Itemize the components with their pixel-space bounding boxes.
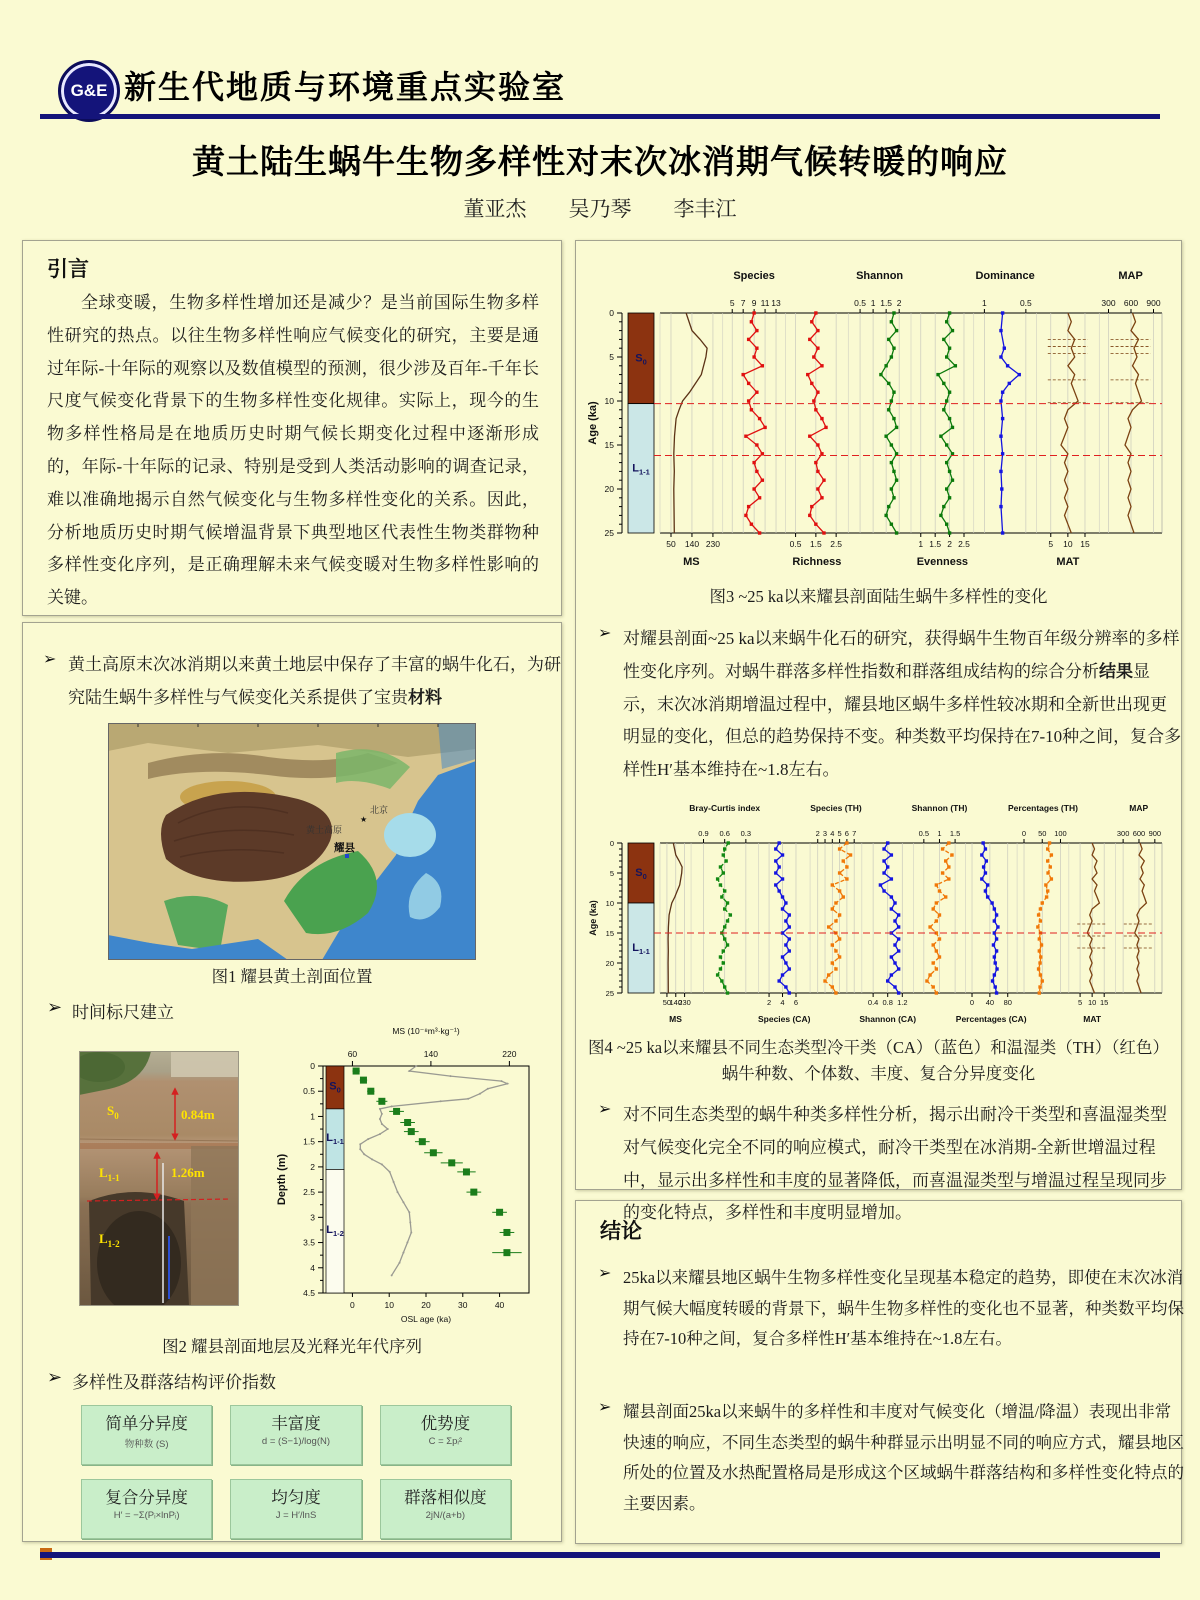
svg-text:5: 5	[837, 829, 842, 838]
index-box-richness	[230, 1405, 361, 1465]
svg-text:15: 15	[1080, 539, 1090, 549]
svg-text:MAP: MAP	[1129, 803, 1149, 813]
svg-text:60: 60	[347, 1049, 358, 1059]
index-box-title: 复合分异度	[105, 1488, 188, 1507]
svg-text:0.6: 0.6	[719, 829, 730, 838]
index-box-title: 简单分异度	[105, 1414, 188, 1433]
svg-text:1.5: 1.5	[809, 539, 822, 549]
bullet-icon: ➢	[598, 1101, 612, 1118]
fig2-ms-curve	[360, 1066, 507, 1275]
results-section	[575, 240, 1182, 1223]
svg-text:0.4: 0.4	[867, 998, 879, 1007]
svg-text:7: 7	[740, 298, 746, 308]
svg-text:80: 80	[1003, 998, 1012, 1007]
svg-text:140: 140	[423, 1049, 438, 1059]
conclusion-item-2-text: 耀县剖面25ka以来蜗牛的多样性和丰度对气候变化（增温/降温）表现出非常快速的响应，不同生态类型的蜗牛种群显示出明显不同的响应方式，耀县地区所处的位置及水热配置格局是形成这个区域蜗牛群落结构和多样性变化特点的主要因素。	[623, 1402, 1184, 1513]
svg-text:1.5: 1.5	[949, 829, 961, 838]
conclusion-heading: 结论	[600, 1220, 642, 1243]
svg-text:0: 0	[1021, 829, 1027, 838]
svg-text:Shannon (CA): Shannon (CA)	[859, 1014, 917, 1024]
intro-heading: 引言	[47, 258, 89, 281]
svg-text:0: 0	[609, 839, 614, 848]
bullet-material-text: 黄土高原末次冰消期以来黄土地层中保存了丰富的蜗牛化石，为研究陆生蜗牛多样性与气候变化关系提供了宝贵	[68, 655, 561, 707]
index-box-title: 均匀度	[271, 1488, 321, 1507]
bullet-timescale-text: 时间标尺建立	[72, 1003, 174, 1022]
photo-label-s0: S	[107, 1103, 115, 1118]
svg-text:20: 20	[605, 959, 614, 968]
svg-text:2: 2	[766, 998, 772, 1007]
svg-text:6: 6	[793, 998, 799, 1007]
svg-text:300: 300	[1101, 298, 1116, 308]
svg-text:15: 15	[1100, 998, 1109, 1007]
fig2-osl-age-point	[503, 1249, 510, 1256]
fig2-ms-osl-chart	[271, 1021, 539, 1329]
svg-text:230: 230	[705, 539, 721, 549]
fig2-osl-age-point	[360, 1077, 367, 1084]
methods-section	[22, 622, 562, 1542]
conclusion-item-1	[598, 1263, 1185, 1355]
svg-text:Bray-Curtis index: Bray-Curtis index	[689, 803, 761, 813]
index-box-title: 优势度	[420, 1414, 471, 1433]
svg-text:3: 3	[822, 829, 828, 838]
fig2-osl-age-point	[393, 1108, 400, 1115]
svg-text:600: 600	[1123, 298, 1139, 308]
svg-text:0.5: 0.5	[1019, 298, 1032, 308]
photo-label-l11: L	[99, 1165, 108, 1180]
svg-text:0.5: 0.5	[303, 1086, 315, 1097]
svg-text:25: 25	[604, 528, 614, 538]
header-divider	[40, 114, 1160, 119]
photo-label-126m: 1.26m	[171, 1165, 205, 1180]
svg-text:2.5: 2.5	[830, 539, 843, 549]
svg-text:Percentages (CA): Percentages (CA)	[955, 1014, 1027, 1024]
svg-text:Species: Species	[733, 270, 775, 282]
svg-text:0.5: 0.5	[789, 539, 802, 549]
lab-logo-icon	[58, 60, 120, 122]
bullet-icon: ➢	[43, 651, 57, 668]
fig4-shannon-(ca)-curve	[880, 843, 898, 993]
footer-bar	[40, 1552, 1160, 1558]
poster-authors: 董亚杰 吴乃琴 李丰江	[463, 197, 737, 221]
fig2-osl-age-point	[430, 1149, 437, 1156]
svg-text:2.5: 2.5	[958, 539, 970, 549]
svg-text:13: 13	[771, 298, 781, 308]
svg-text:40: 40	[494, 1300, 505, 1310]
bullet-icon: ➢	[598, 1399, 612, 1416]
fig3-evenness-curve	[938, 313, 955, 533]
svg-text:Shannon (TH): Shannon (TH)	[911, 803, 968, 813]
fig4-mat-curve	[1087, 843, 1099, 993]
svg-text:5: 5	[1048, 539, 1054, 549]
svg-text:7: 7	[852, 829, 857, 838]
svg-text:230: 230	[678, 998, 691, 1007]
svg-text:300: 300	[1116, 829, 1130, 838]
svg-text:2: 2	[947, 539, 952, 549]
fig2-section-photo	[79, 1051, 239, 1306]
bullet-icon: ➢	[47, 1367, 63, 1387]
index-box-dominance	[380, 1405, 511, 1465]
bullet-diversity-indices-text: 多样性及群落结构评价指数	[72, 1373, 276, 1392]
svg-text:20: 20	[604, 484, 614, 494]
svg-text:9: 9	[751, 298, 757, 308]
svg-text:220: 220	[502, 1049, 517, 1059]
fig3-richness-curve	[808, 313, 826, 533]
fig2-osl-age-point	[463, 1168, 470, 1175]
svg-text:Shannon: Shannon	[856, 270, 904, 282]
svg-text:50: 50	[666, 539, 676, 549]
lab-logo-text: G&E	[70, 81, 108, 100]
fig4-caption-line1: 图4 ~25 ka以来耀县不同生态类型冷干类（CA）（蓝色）和温湿类（TH）（红色）	[588, 1038, 1169, 1057]
conclusion-item-2	[598, 1397, 1185, 1519]
index-box-formula: 物种数 (S)	[124, 1439, 169, 1450]
svg-text:20: 20	[421, 1300, 431, 1310]
svg-text:1: 1	[310, 1111, 315, 1122]
svg-text:10: 10	[1063, 539, 1073, 549]
fig4-ms-curve	[668, 843, 682, 993]
svg-text:1.5: 1.5	[929, 539, 942, 549]
fig3-diversity-chart	[584, 263, 1169, 573]
photo-label-l12-sub: 1-2	[107, 1239, 120, 1249]
svg-text:15: 15	[604, 440, 614, 450]
svg-text:MAP: MAP	[1118, 270, 1143, 282]
svg-text:3: 3	[310, 1212, 315, 1223]
fig4-map-curve	[1135, 843, 1147, 993]
svg-text:2: 2	[815, 829, 820, 838]
svg-text:140: 140	[669, 998, 683, 1007]
bullet-diversity-indices	[47, 1367, 552, 1400]
svg-text:MS: MS	[683, 556, 700, 568]
svg-text:MS: MS	[669, 1014, 682, 1024]
svg-text:15: 15	[605, 929, 614, 938]
svg-text:0: 0	[310, 1061, 315, 1071]
fig4-caption-line2: 蜗牛种数、个体数、丰度、复合分异度变化	[721, 1064, 1036, 1084]
svg-text:Depth (m): Depth (m)	[276, 1153, 288, 1206]
svg-text:Age (ka): Age (ka)	[587, 401, 599, 445]
svg-text:5: 5	[1077, 998, 1083, 1007]
svg-text:L1-1: $L_{1-1}$	[326, 1132, 344, 1147]
index-box-title: 丰富度	[271, 1414, 321, 1433]
svg-text:10: 10	[1087, 998, 1097, 1007]
svg-text:Dominance: Dominance	[975, 270, 1035, 282]
svg-text:0.9: 0.9	[698, 829, 709, 838]
svg-text:5: 5	[729, 298, 735, 308]
svg-text:50: 50	[1038, 829, 1047, 838]
intro-paragraph: 全球变暖，生物多样性增加还是减少？是当前国际生物多样性研究的热点。以往生物多样性响应气候变化的研究，主要是通过年际-十年际的观察以及数值模型的预测，很少涉及百年-千年长尺度气候变化背景下的生物多样性变化规律。实际上，现今的生物多样性格局是在地质历史时期气候长期变化过程中逐渐形成的，年际-十年际的记录、特别是受到人类活动影响的调查记录，难以准确地揭示自然气候变化与生物多样性变化的关系。因此，分析地质历史时期气候增温背景下典型地区代表性生物类群物种多样性变化序列，是正确理解未来气候变暖对生物多样性影响的关键。	[47, 293, 539, 608]
svg-text:4: 4	[780, 998, 785, 1007]
svg-text:0.5: 0.5	[918, 829, 930, 838]
photo-label-s0-sub: 0	[114, 1111, 119, 1121]
index-box-formula: H′ = −Σ(Pᵢ×lnPᵢ)	[113, 1510, 180, 1521]
svg-text:2: 2	[310, 1161, 315, 1172]
svg-text:Species (TH): Species (TH)	[810, 803, 862, 813]
svg-text:900: 900	[1146, 298, 1161, 308]
svg-text:0.3: 0.3	[740, 829, 752, 838]
svg-text:MS (10⁻⁸m³·kg⁻¹): MS (10⁻⁸m³·kg⁻¹)	[392, 1026, 460, 1036]
svg-text:S0: $S_0$	[635, 867, 647, 881]
svg-text:0: 0	[969, 998, 975, 1007]
svg-text:6: 6	[844, 829, 849, 838]
svg-text:L1-2: $L_{1-2}$	[326, 1224, 344, 1239]
results-paragraph-2-text: 对不同生态类型的蜗牛种类多样性分析，揭示出耐冷干类型和喜温湿类型对气候变化完全不同的响应模式，耐冷干类型在冰消期-全新世增温过程中，显示出多样性和丰度的显著降低，而喜温湿类型与增温过程呈现同步的变化特点，多样性和丰度明显增加。	[623, 1105, 1167, 1223]
lab-name: 新生代地质与环境重点实验室	[124, 69, 567, 105]
svg-text:MAT: MAT	[1056, 556, 1080, 568]
poster-title: 黄土陆生蜗牛生物多样性对末次冰消期气候转暖的响应	[192, 143, 1008, 180]
svg-text:2.5: 2.5	[303, 1187, 315, 1198]
svg-text:3.5: 3.5	[303, 1237, 315, 1248]
index-box-similarity	[380, 1479, 511, 1539]
photo-label-084m: 0.84m	[181, 1107, 215, 1122]
svg-text:50: 50	[662, 998, 672, 1007]
svg-text:600: 600	[1132, 829, 1146, 838]
svg-text:11: 11	[760, 298, 770, 308]
svg-text:2: 2	[896, 298, 902, 308]
svg-text:10: 10	[605, 899, 614, 908]
svg-text:MAT: MAT	[1083, 1014, 1102, 1024]
fig3-dominance-curve	[1001, 313, 1019, 533]
svg-text:L1-1: $L_{1-1}$	[632, 942, 650, 956]
svg-text:0.8: 0.8	[882, 998, 893, 1007]
fig1-map-image	[108, 723, 476, 960]
map-label-yaoxian: 耀县	[334, 842, 355, 854]
svg-text:140: 140	[684, 539, 700, 549]
fig3-caption: 图3 ~25 ka以来耀县剖面陆生蜗牛多样性的变化	[709, 587, 1048, 606]
svg-text:4: 4	[310, 1262, 315, 1273]
fig2-osl-age-point	[419, 1138, 426, 1145]
map-yaoxian-marker-icon	[345, 854, 349, 858]
map-label-beijing: 北京	[370, 805, 389, 815]
fig2-osl-age-point	[470, 1189, 477, 1196]
svg-text:Evenness: Evenness	[916, 556, 969, 568]
svg-text:Species (CA): Species (CA)	[757, 1014, 811, 1024]
results-paragraph-1-bold: 结果	[1099, 661, 1133, 681]
fig3-mat-curve	[1061, 313, 1078, 533]
svg-text:4: 4	[830, 829, 835, 838]
fig2-caption: 图2 耀县剖面地层及光释光年代序列	[162, 1337, 422, 1356]
svg-text:1: 1	[870, 298, 876, 308]
index-box-title: 群落相似度	[404, 1488, 487, 1507]
results-paragraph-1-seg2: 显示，末次冰消期增温过程中，耀县地区蜗牛多样性较冰期和全新世出现更明显的变化，但总的趋势保持不变。种类数平均保持在7-10种之间，复合多样性H′基本维持在~1.8左右。	[623, 661, 1182, 780]
svg-text:OSL age (ka): OSL age (ka)	[400, 1314, 452, 1324]
fig3-ms-curve	[674, 313, 707, 533]
svg-text:10: 10	[604, 396, 614, 406]
bullet-material	[43, 649, 568, 715]
svg-text:1: 1	[982, 298, 987, 308]
svg-text:900: 900	[1148, 829, 1162, 838]
fig3-shannon-curve	[881, 313, 897, 533]
index-box-formula: d = (S−1)/log(N)	[261, 1436, 331, 1447]
fig3-map-curve	[1125, 313, 1142, 533]
fig2-osl-age-point	[378, 1098, 385, 1105]
results-paragraph-1	[598, 623, 1183, 787]
svg-text:1.5: 1.5	[880, 298, 893, 308]
svg-text:S0: $S_0$	[329, 1080, 341, 1095]
svg-text:0: 0	[609, 308, 614, 318]
svg-text:Richness: Richness	[792, 556, 842, 568]
map-beijing-star-icon: ★	[360, 815, 368, 824]
fig2-osl-age-point	[367, 1088, 374, 1095]
svg-text:40: 40	[985, 998, 995, 1007]
fig2-osl-age-point	[448, 1159, 455, 1166]
fig2-osl-age-point	[353, 1068, 360, 1075]
fig4-caption	[576, 1035, 1181, 1088]
svg-text:1: 1	[918, 539, 924, 549]
index-box-formula: 2jN/(a+b)	[425, 1510, 465, 1521]
index-box-evenness	[230, 1479, 361, 1539]
svg-text:S0: $S_0$	[635, 352, 647, 367]
svg-text:5: 5	[609, 352, 614, 362]
fig1-caption: 图1 耀县黄土剖面位置	[211, 967, 373, 986]
bullet-icon: ➢	[598, 625, 612, 642]
svg-text:100: 100	[1054, 829, 1067, 838]
fig2-osl-age-point	[503, 1229, 510, 1236]
index-box-formula: J = H′/lnS	[275, 1510, 317, 1521]
map-label-loess-plateau: 黄土高原	[306, 825, 343, 835]
svg-text:25: 25	[605, 989, 614, 998]
svg-text:10: 10	[384, 1300, 394, 1310]
fig2-osl-age-point	[496, 1209, 503, 1216]
svg-text:0: 0	[350, 1300, 355, 1310]
svg-text:Percentages (TH): Percentages (TH)	[1008, 803, 1078, 813]
svg-text:L1-1: $L_{1-1}$	[632, 462, 650, 477]
svg-text:5: 5	[609, 869, 614, 878]
results-paragraph-1-seg1: 对耀县剖面~25 ka以来蜗牛化石的研究，获得蜗牛生物百年级分辨率的多样性变化序列。对蜗牛群落多样性指数和群落组成结构的综合分析	[623, 629, 1180, 681]
svg-text:Age (ka): Age (ka)	[588, 900, 598, 936]
photo-label-l11-sub: 1-1	[107, 1173, 120, 1183]
svg-text:1.2: 1.2	[897, 998, 908, 1007]
index-box-shannon	[81, 1479, 212, 1539]
bullet-icon: ➢	[47, 997, 63, 1017]
bullet-icon: ➢	[598, 1265, 612, 1282]
index-boxes-grid	[81, 1405, 511, 1539]
index-box-formula: C = Σpᵢ²	[428, 1436, 463, 1447]
svg-text:1.5: 1.5	[303, 1136, 315, 1147]
svg-text:30: 30	[458, 1300, 468, 1310]
svg-text:1: 1	[937, 829, 942, 838]
index-box-simple-diversity	[81, 1405, 212, 1465]
conclusion-section	[575, 1200, 1182, 1544]
intro-section	[22, 240, 562, 616]
svg-text:0.5: 0.5	[854, 298, 866, 308]
fig2-osl-age-point	[408, 1128, 415, 1135]
bullet-material-bold: 材料	[408, 687, 442, 707]
fig2-osl-age-point	[404, 1119, 411, 1126]
conclusion-item-1-text: 25ka以来耀县地区蜗牛生物多样性变化呈现基本稳定的趋势，即使在末次冰消期气候大幅度转暖的背景下，蜗牛生物多样性的变化也不显著，种类数平均保持在7-10种之间，复合多样性H′基本维持在~1.8左右。	[623, 1268, 1184, 1349]
fig4-ecotype-chart	[584, 797, 1169, 1027]
photo-label-l12: L	[99, 1231, 108, 1246]
svg-text:4.5: 4.5	[303, 1288, 315, 1298]
